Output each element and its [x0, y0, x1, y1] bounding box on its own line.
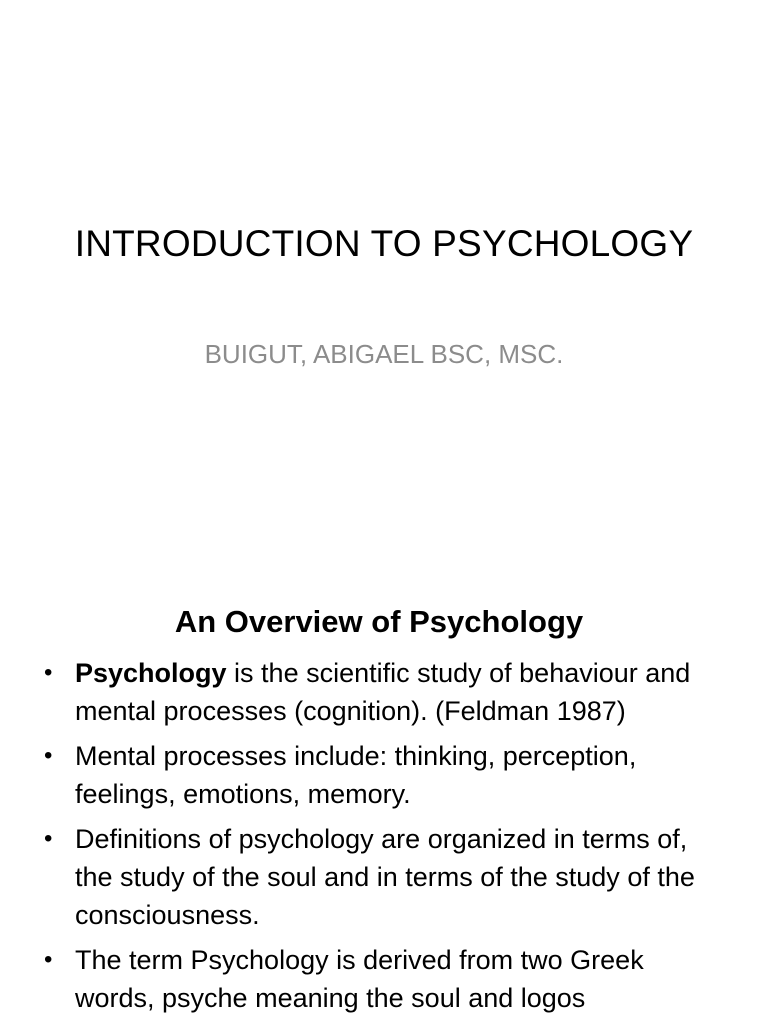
bullet-icon: •	[44, 946, 53, 973]
bullet-item-etymology	[0, 941, 768, 1017]
slide-heading: An Overview of Psychology	[174, 604, 584, 639]
bullet-item-definition	[0, 654, 768, 730]
bullet-term: Psychology	[75, 658, 227, 688]
bullet-list	[0, 654, 768, 1024]
bullet-text: Definitions of psychology are organized in terms of, the study of the soul and in terms of the study of the consciousness.	[75, 824, 695, 930]
bullet-text: The term Psychology is derived from two Greek words, psyche meaning the soul and logos	[75, 945, 644, 1013]
bullet-icon: •	[44, 742, 53, 769]
bullet-text: is the scientific study of behaviour and mental processes (cognition). (Feldman 1987)	[75, 658, 691, 726]
bullet-item-mental-processes	[0, 737, 768, 813]
slide-subtitle: BUIGUT, ABIGAEL BSC, MSC.	[204, 339, 564, 369]
bullet-icon: •	[44, 825, 53, 852]
slide-title: INTRODUCTION TO PSYCHOLOGY	[74, 223, 694, 264]
bullet-text: Mental processes include: thinking, perception, feelings, emotions, memory.	[75, 741, 637, 809]
bullet-icon: •	[44, 659, 53, 686]
overview-slide	[0, 576, 768, 1024]
bullet-item-definitions	[0, 820, 768, 934]
